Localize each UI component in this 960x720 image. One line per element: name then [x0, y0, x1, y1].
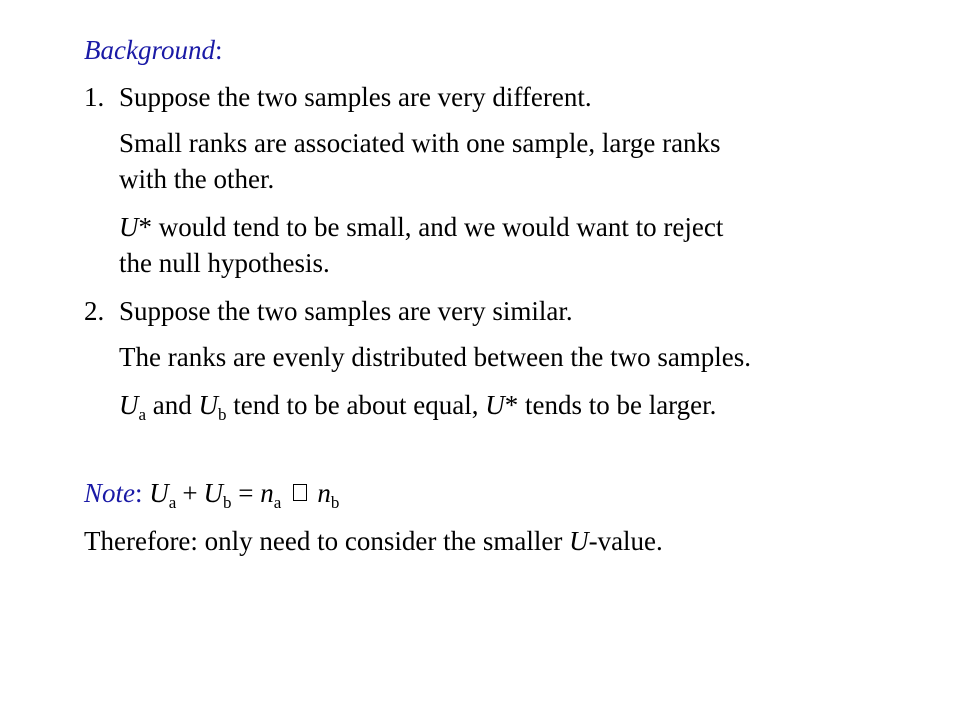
- note-line: [84, 476, 339, 510]
- note-u-b: U: [203, 478, 224, 508]
- note-label: Note: [84, 478, 135, 508]
- note-colon: :: [135, 478, 150, 508]
- item-2-number: 2.: [84, 296, 105, 326]
- multiply-symbol-box-icon: [293, 484, 307, 501]
- u-star-symbol: U: [119, 212, 139, 242]
- therefore-suffix: -value.: [588, 526, 663, 556]
- item-2-para1-line1: The ranks are evenly distributed between the two samples.: [119, 342, 752, 372]
- heading-colon: :: [214, 35, 223, 65]
- tail-text: * tends to be larger.: [504, 390, 717, 420]
- item-2-lead: Suppose the two samples are very similar.: [119, 296, 573, 326]
- note-subscript-b: b: [223, 493, 232, 512]
- note-n-b: n: [317, 478, 331, 508]
- item-1-para1-line2: with the other.: [119, 164, 275, 194]
- mid-text: tend to be about equal,: [226, 390, 486, 420]
- item-1-para2-line1: [119, 210, 723, 244]
- item-1-para2-line2: the null hypothesis.: [119, 248, 330, 278]
- u-b-symbol: U: [198, 390, 219, 420]
- therefore-prefix: Therefore: only need to consider the smaller: [84, 526, 570, 556]
- equals-sign: =: [231, 478, 261, 508]
- and-text: and: [146, 390, 199, 420]
- therefore-line: [84, 524, 663, 558]
- subscript-a: a: [138, 405, 147, 424]
- u-star-symbol: U: [485, 390, 505, 420]
- item-1-lead: Suppose the two samples are very different.: [119, 82, 592, 112]
- item-1-number: 1.: [84, 82, 105, 112]
- note-subscript-a: a: [168, 493, 177, 512]
- subscript-b: b: [218, 405, 227, 424]
- plus-sign: +: [182, 478, 198, 508]
- u-a-symbol: U: [119, 390, 139, 420]
- note-n-a: n: [260, 478, 274, 508]
- item-1-para1-line1: Small ranks are associated with one sample, large ranks: [119, 128, 721, 158]
- therefore-u: U: [569, 526, 589, 556]
- note-subscript-a2: a: [273, 493, 282, 512]
- item-2-para2-line1: [119, 388, 716, 422]
- item-1-para2-line1-text: * would tend to be small, and we would want to reject: [138, 212, 724, 242]
- note-u-a: U: [149, 478, 169, 508]
- heading-background: Background: [84, 35, 215, 65]
- note-subscript-b2: b: [330, 493, 340, 512]
- heading-line: [84, 33, 222, 67]
